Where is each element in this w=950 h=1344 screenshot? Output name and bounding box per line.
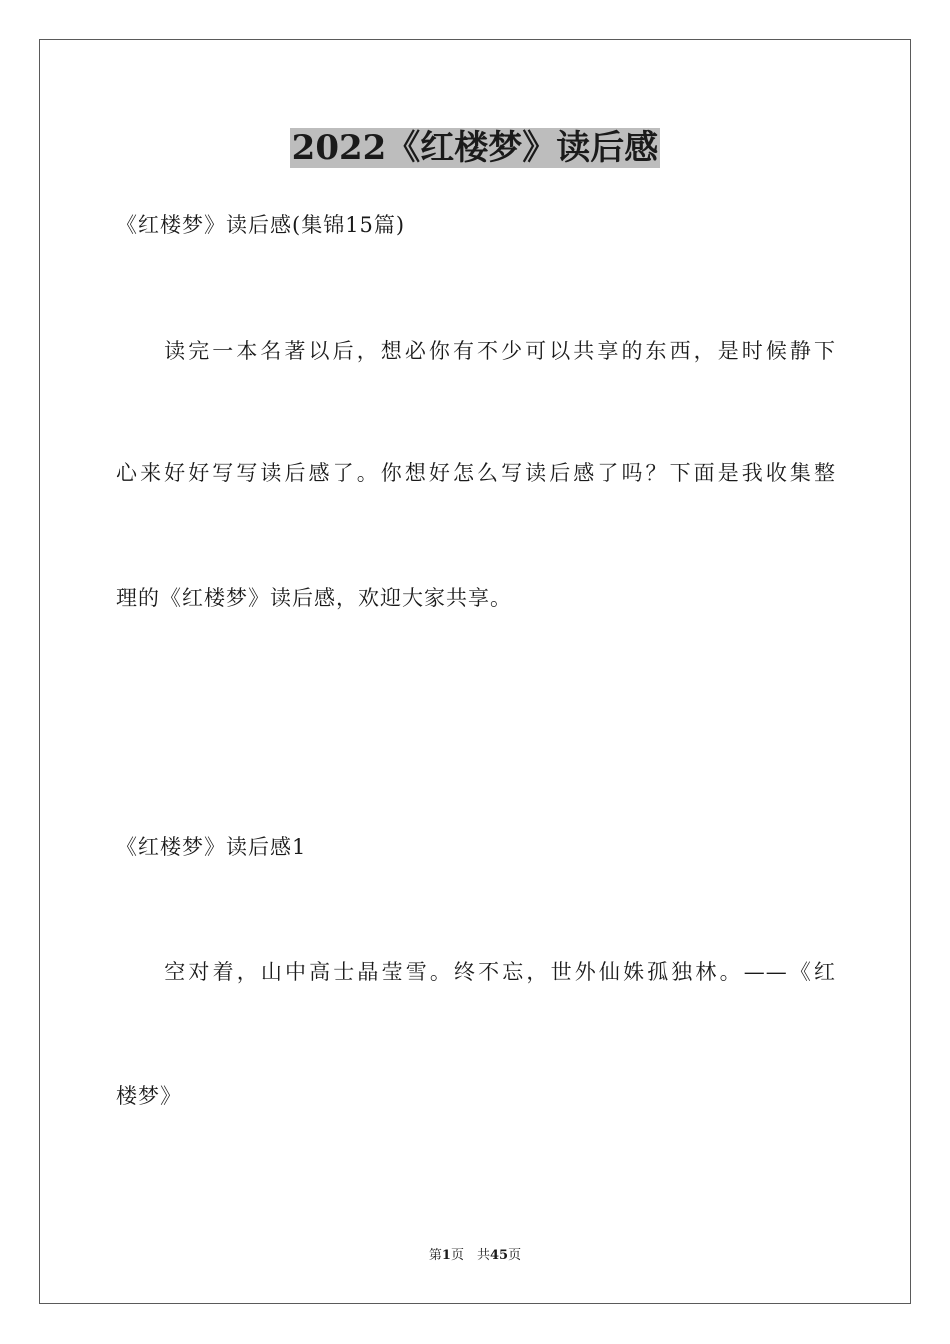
section-heading: 《红楼梦》读后感1 (116, 835, 307, 859)
document-title (0, 127, 950, 169)
footer-total-pages: 45 (489, 1248, 509, 1263)
footer-suffix: 页 (508, 1248, 522, 1263)
intro-line-3: 理的《红楼梦》读后感，欢迎大家共享。 (116, 586, 512, 610)
footer-mid: 页 共 (450, 1248, 490, 1263)
footer-prefix: 第 (428, 1248, 442, 1263)
section-line-1: 空对着，山中高士晶莹雪。终不忘，世外仙姝孤独林。——《红 (116, 960, 836, 984)
footer-current-page: 1 (441, 1248, 451, 1263)
title-text: 2022《红楼梦》读后感 (291, 128, 659, 168)
page-footer (0, 1246, 950, 1266)
document-subtitle: 《红楼梦》读后感(集锦15篇) (116, 213, 406, 237)
intro-line-2: 心来好好写写读后感了。你想好怎么写读后感了吗？下面是我收集整 (116, 461, 836, 485)
intro-line-1: 读完一本名著以后，想必你有不少可以共享的东西，是时候静下 (116, 339, 836, 363)
section-line-2: 楼梦》 (116, 1084, 182, 1108)
